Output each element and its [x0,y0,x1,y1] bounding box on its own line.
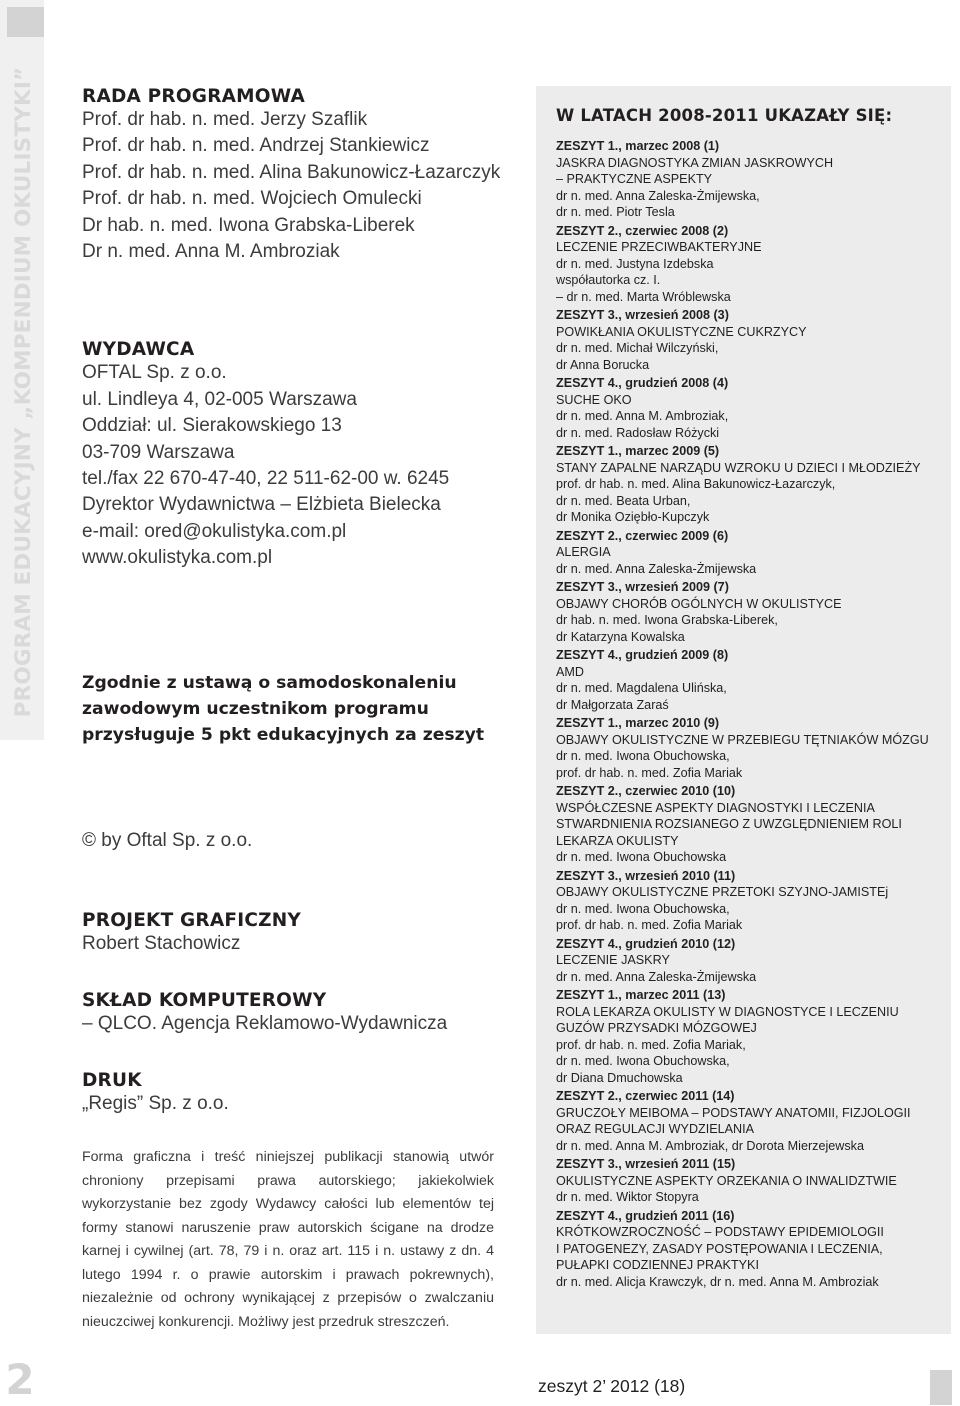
issue-line: dr n. med. Anna Zaleska-Żmijewska [556,561,757,576]
issue-date: , wrzesień 2010 (11) [618,868,736,883]
issue-number: ZESZYT 3. [556,580,619,594]
issue-number: ZESZYT 1. [556,139,619,153]
issue-number: ZESZYT 2. [556,784,619,798]
projekt-heading: PROJEKT GRAFICZNY [82,910,301,931]
issue-entry [556,375,948,441]
issue-number: ZESZYT 3. [556,308,619,322]
issue-line: dr n. med. Wiktor Stopyra [556,1190,699,1204]
issue-date: , czerwiec 2011 (14) [618,1089,735,1103]
issue-number: ZESZYT 4. [556,936,619,951]
wydawca-line: www.okulistyka.com.pl [82,547,273,569]
issue-line: dr n. med. Anna Zaleska-Żmijewska, [556,188,760,203]
issue-date: , grudzień 2009 (8) [618,648,729,662]
issue-line: GRUCZOŁY MEIBOMA – PODSTAWY ANATOMII, FIZJOLOGII [556,1105,911,1120]
issue-line: SUCHE OKO [556,392,632,407]
issue-entry [556,528,948,578]
issue-line: dr Małgorzata Zaraś [556,697,669,712]
rada-member: Prof. dr hab. n. med. Wojciech Omulecki [82,188,422,210]
issue-line: OBJAWY OKULISTYCZNE W PRZEBIEGU TĘTNIAKÓW MÓZGU [556,732,929,747]
wydawca-line: Oddział: ul. Sierakowskiego 13 [82,415,342,437]
issue-number: ZESZYT 4. [556,648,619,662]
issue-header [556,647,948,664]
issue-date: , grudzień 2010 (12) [618,936,736,951]
statement-line: Zgodnie z ustawą o samodoskonaleniu [82,673,457,693]
issue-line: dr hab. n. med. Iwona Grabska-Liberek, [556,613,778,627]
issue-header [556,375,948,392]
issue-entry [556,223,948,306]
issues-panel-title: W LATACH 2008-2011 UKAZAŁY SIĘ: [556,106,893,125]
left-column [82,86,502,572]
issue-line: dr n. med. Justyna Izdebska [556,256,714,271]
issue-number: ZESZYT 3. [556,1157,619,1171]
copyright-note: © by Oftal Sp. z o.o. [82,830,253,851]
rada-programowa-section [82,86,502,265]
issue-line: GUZÓW PRZYSADKI MÓZGOWEJ [556,1021,757,1035]
issue-line: dr n. med. Iwona Obuchowska [556,850,727,864]
issue-line: prof. dr hab. n. med. Zofia Mariak [556,918,743,932]
page-number: 2 [5,1354,35,1404]
issue-number: ZESZYT 2. [556,223,619,238]
issue-line: dr n. med. Iwona Obuchowska, [556,749,730,763]
rada-member: Dr hab. n. med. Iwona Grabska-Liberek [82,214,415,236]
issue-number: ZESZYT 4. [556,376,619,390]
issue-header [556,936,948,953]
issues-panel [536,86,951,1334]
issue-number: ZESZYT 2. [556,528,619,543]
issue-line: I PATOGENEZY, ZASADY POSTĘPOWANIA I LECZENIA, [556,1241,883,1256]
issue-entry [556,868,948,934]
rada-heading: RADA PROGRAMOWA [82,86,305,107]
issue-line: ORAZ REGULACJI WYDZIELANIA [556,1122,755,1136]
issue-number: ZESZYT 3. [556,868,619,883]
issue-header [556,307,948,324]
statement-line: przysługuje 5 pkt edukacyjnych za zeszyt [82,725,485,745]
issue-footer: zeszyt 2’ 2012 (18) [538,1376,686,1396]
issue-line: prof. dr hab. n. med. Zofia Mariak [556,765,743,780]
issue-header [556,987,948,1004]
wydawca-line: OFTAL Sp. z o.o. [82,362,227,384]
druk-heading: DRUK [82,1070,142,1091]
issue-entry [556,1208,948,1291]
issue-line: dr n. med. Alicja Krawczyk, dr n. med. Anna M. Ambroziak [556,1274,879,1289]
issue-line: dr n. med. Michał Wilczyński, [556,341,719,355]
issue-header [556,1208,948,1225]
issue-header [556,715,948,732]
rada-members [82,107,502,265]
issue-number: ZESZYT 1. [556,716,619,730]
issue-date: , czerwiec 2009 (6) [618,528,729,543]
issue-entry [556,138,948,221]
issue-entry [556,1156,948,1206]
issue-entry [556,1088,948,1154]
issue-date: , wrzesień 2011 (15) [618,1157,736,1171]
issues-list [556,138,948,1292]
issue-header [556,1088,948,1105]
issue-line: LECZENIE JASKRY [556,953,670,967]
issue-line: ALERGIA [556,545,611,559]
issue-header [556,528,948,545]
issue-number: ZESZYT 1. [556,444,619,458]
issue-header [556,223,948,240]
issue-line: – dr n. med. Marta Wróblewska [556,289,731,304]
wydawca-lines [82,360,502,571]
issue-header [556,138,948,155]
issue-number: ZESZYT 4. [556,1208,619,1223]
issue-date: , czerwiec 2008 (2) [618,223,729,238]
issue-number: ZESZYT 1. [556,988,619,1002]
issue-date: , marzec 2009 (5) [618,444,720,458]
issue-date: , marzec 2010 (9) [618,716,720,730]
issue-line: współautorka cz. I. [556,273,661,287]
issue-line: dr Anna Borucka [556,357,650,372]
issue-line: dr n. med. Anna Zaleska-Żmijewska [556,969,757,984]
issue-date: , grudzień 2008 (4) [618,376,729,390]
issue-line: OBJAWY CHORÓB OGÓLNYCH W OKULISTYCE [556,596,842,611]
footer-corner-block [930,1370,952,1405]
projekt-name: Robert Stachowicz [82,933,241,954]
issue-entry [556,307,948,373]
issue-line: dr Katarzyna Kowalska [556,629,685,644]
issue-header [556,1156,948,1173]
rada-member: Dr n. med. Anna M. Ambroziak [82,241,340,263]
issue-entry [556,443,948,526]
issue-line: ROLA LEKARZA OKULISTY W DIAGNOSTYCE I LECZENIU [556,1004,899,1019]
issue-line: PUŁAPKI CODZIENNEJ PRAKTYKI [556,1258,759,1272]
issue-line: KRÓTKOWZROCZNOŚĆ – PODSTAWY EPIDEMIOLOGII [556,1225,884,1239]
wydawca-section [82,339,502,571]
sklad-section [82,990,447,1037]
issue-date: , czerwiec 2010 (10) [618,784,736,798]
vertical-program-title: PROGRAM EDUKACYJNY „KOMPENDIUM OKULISTYKI” [10,66,36,718]
education-points-statement [82,670,502,748]
issue-header [556,579,948,596]
issue-line: JASKRA DIAGNOSTYKA ZMIAN JASKROWYCH [556,155,834,170]
druk-section [82,1070,229,1117]
issue-entry [556,579,948,645]
issue-date: , marzec 2008 (1) [618,139,720,153]
issue-date: , wrzesień 2009 (7) [618,580,729,594]
rada-member: Prof. dr hab. n. med. Alina Bakunowicz-Łazarczyk [82,161,501,183]
issue-line: prof. dr hab. n. med. Alina Bakunowicz-Łazarczyk, [556,477,836,491]
wydawca-heading: WYDAWCA [82,339,195,361]
issue-entry [556,987,948,1086]
wydawca-line: e-mail: ored@okulistyka.com.pl [82,520,347,542]
issue-line: dr n. med. Iwona Obuchowska, [556,901,730,916]
issue-line: POWIKŁANIA OKULISTYCZNE CUKRZYCY [556,324,807,339]
issue-line: dr n. med. Magdalena Ulińska, [556,681,727,695]
issue-line: OBJAWY OKULISTYCZNE PRZETOKI SZYJNO-JAMISTEj [556,885,889,899]
issue-line: dr n. med. Anna M. Ambroziak, dr Dorota Mierzejewska [556,1138,864,1153]
issue-line: dr n. med. Radosław Różycki [556,425,720,440]
issue-line: WSPÓŁCZESNE ASPEKTY DIAGNOSTYKI I LECZENIA [556,800,875,815]
druk-name: „Regis” Sp. z o.o. [82,1093,229,1114]
issue-line: LEKARZA OKULISTY [556,833,679,848]
issue-entry [556,936,948,986]
rada-member: Prof. dr hab. n. med. Jerzy Szaflik [82,109,368,130]
issue-line: dr Diana Dmuchowska [556,1070,683,1085]
issue-date: , grudzień 2011 (16) [618,1208,735,1223]
issue-date: , marzec 2011 (13) [618,988,726,1002]
issue-entry [556,647,948,713]
issue-header [556,443,948,460]
issue-line: LECZENIE PRZECIWBAKTERYJNE [556,240,762,254]
statement-line: zawodowym uczestnikom programu [82,699,429,719]
issue-line: dr n. med. Beata Urban, [556,493,691,508]
issue-entry [556,783,948,866]
issue-header [556,868,948,885]
wydawca-line: Dyrektor Wydawnictwa – Elżbieta Bielecka [82,494,441,516]
wydawca-line: 03-709 Warszawa [82,441,235,463]
sklad-heading: SKŁAD KOMPUTEROWY [82,990,327,1011]
wydawca-line: tel./fax 22 670-47-40, 22 511-62-00 w. 6245 [82,468,450,490]
issue-line: prof. dr hab. n. med. Zofia Mariak, [556,1037,746,1052]
issue-entry [556,715,948,781]
issue-line: STANY ZAPALNE NARZĄDU WZROKU U DZIECI I MŁODZIEŻY [556,460,921,475]
issue-line: – PRAKTYCZNE ASPEKTY [556,172,713,186]
issue-number: ZESZYT 2. [556,1089,619,1103]
issue-header [556,783,948,800]
issue-date: , wrzesień 2008 (3) [618,308,729,322]
issue-line: OKULISTYCZNE ASPEKTY ORZEKANIA O INWALIDZTWIE [556,1173,897,1188]
issue-line: STWARDNIENIA ROZSIANEGO Z UWZGLĘDNIENIEM ROLI [556,817,902,831]
issue-line: dr n. med. Anna M. Ambroziak, [556,409,729,423]
issue-line: AMD [556,664,584,679]
copyright-legal-notice: Forma graficzna i treść niniejszej publikacji stanowią utwór chroniony przepisami prawa autorskiego; jakiekolwiek wykorzystanie bez zgody Wydawcy całości lub elementów tej formy stanowi naruszenie praw autorskich ścigane na drodze karnej i cywilnej (art. 78, 79 i n. oraz art. 115 i n. ustawy z dn. 4 lutego 1994 r. o prawie autorskim i prawach pokrewnych), niezależnie od ochrony wynikającej z przepisów o zwalczaniu nieuczciwej konkurencji. Możliwy jest przedruk streszczeń. [82,1149,494,1330]
issue-line: dr Monika Oziębło-Kupczyk [556,510,710,524]
sklad-name: – QLCO. Agencja Reklamowo-Wydawnicza [82,1013,448,1034]
projekt-section [82,910,301,957]
rada-member: Prof. dr hab. n. med. Andrzej Stankiewicz [82,135,430,157]
issue-line: dr n. med. Piotr Tesla [556,205,675,219]
issue-line: dr n. med. Iwona Obuchowska, [556,1054,730,1068]
wydawca-line: ul. Lindleya 4, 02-005 Warszawa [82,388,357,410]
